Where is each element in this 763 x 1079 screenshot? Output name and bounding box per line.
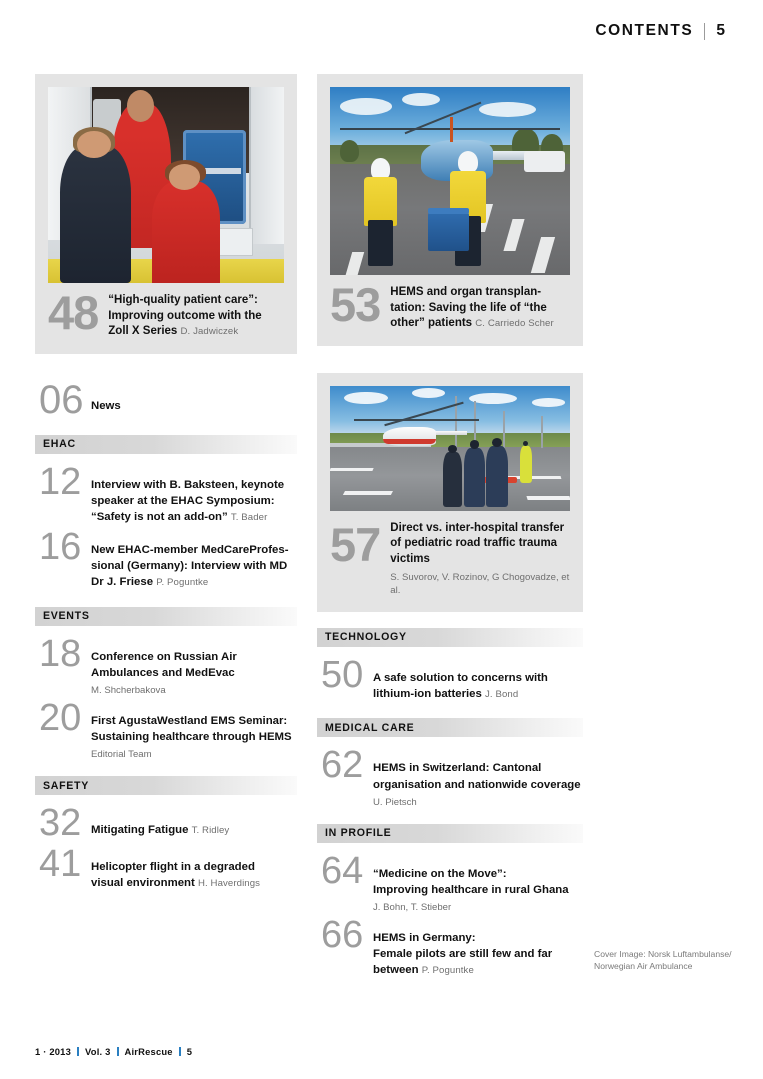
entry-18-page-number: 18 (39, 632, 82, 675)
entry-64[interactable] (317, 849, 583, 914)
entry-50-author: J. Bond (485, 689, 519, 701)
entry-32-title (91, 822, 297, 838)
feature-48-title-line-3: Zoll X Series (108, 325, 178, 338)
footer-divider-3 (179, 1047, 181, 1056)
feature-53[interactable] (317, 74, 583, 346)
entry-20-page-number: 20 (39, 697, 82, 740)
footer-issue: 1 · 2013 (35, 1046, 72, 1057)
entry-18-line-1: Conference on Russian Air (91, 650, 237, 663)
section-label-in-profile: IN PROFILE (325, 827, 392, 840)
feature-48[interactable] (35, 74, 297, 354)
entry-66-title (373, 930, 583, 979)
highway-rescue-stretcher-photo (330, 386, 570, 511)
entry-66-line-3: between (373, 964, 419, 977)
entry-41-title (91, 859, 297, 891)
feature-57[interactable] (317, 373, 583, 612)
feature-53-title-line-1: HEMS and organ transplan- (390, 286, 542, 298)
header-page-number: 5 (716, 22, 725, 39)
entry-62-page-number: 62 (321, 744, 364, 787)
organ-transport-helicopter-photo (330, 87, 570, 275)
entry-50-line-1: A safe solution to concerns with (373, 671, 548, 684)
entry-16-line-3: Dr J. Friese (91, 576, 154, 589)
entry-64-author: J. Bohn, T. Stieber (373, 902, 452, 914)
entry-16-author: P. Poguntke (156, 577, 209, 589)
entry-41-line-2: visual environment (91, 876, 195, 889)
cover-image-credit (594, 948, 759, 973)
paramedics-in-ambulance-photo (48, 87, 284, 283)
feature-53-caption (330, 275, 570, 346)
feature-57-title-line-1: Direct vs. inter-hospital transfer (390, 521, 565, 534)
section-bar-technology (317, 628, 583, 647)
section-bar-in-profile (317, 824, 583, 843)
entry-20-author: Editorial Team (91, 749, 152, 761)
feature-57-title (390, 517, 570, 598)
entry-20-title (91, 713, 297, 745)
entry-18-title (91, 649, 297, 681)
entry-16-line-1: New EHAC-member MedCareProfes- (91, 544, 289, 557)
section-bar-safety (35, 776, 297, 795)
entry-12-line-1: Interview with B. Baksteen, keynote (91, 478, 285, 491)
entry-12-page-number: 12 (39, 460, 82, 503)
entry-66[interactable] (317, 914, 583, 979)
entry-41[interactable] (35, 842, 297, 891)
entry-news-page-number: 06 (39, 377, 84, 422)
feature-48-title (108, 289, 261, 340)
entry-64-title (373, 866, 583, 898)
feature-57-caption (330, 511, 570, 612)
page-title: CONTENTS (595, 22, 694, 39)
entry-62[interactable] (317, 744, 583, 808)
entry-66-author: P. Poguntke (421, 965, 474, 977)
entry-32-author: T. Ridley (191, 825, 230, 837)
entry-12-line-2: speaker at the EHAC Symposium: (91, 494, 275, 507)
feature-48-caption (48, 283, 284, 354)
entry-64-page-number: 64 (321, 849, 364, 892)
entry-12-title (91, 477, 297, 526)
entry-12-line-3: “Safety is not an add-on” (91, 510, 228, 523)
feature-57-title-line-2: of pediatric road traffic trauma (390, 537, 558, 550)
entry-50-page-number: 50 (321, 653, 364, 696)
entry-32-page-number: 32 (39, 802, 82, 845)
entry-16-title (91, 542, 297, 591)
feature-57-title-line-3: victims (390, 552, 430, 565)
footer-page-number: 5 (186, 1046, 193, 1057)
feature-53-author: C. Carriedo Scher (475, 318, 554, 330)
feature-57-author: S. Suvorov, V. Rozinov, G Chogovadze, et al. (390, 572, 570, 597)
section-bar-medical-care (317, 718, 583, 737)
feature-53-page-number: 53 (330, 278, 381, 331)
feature-48-author: D. Jadwiczek (180, 326, 239, 338)
entry-20-line-1: First AgustaWestland EMS Seminar: (91, 715, 288, 728)
section-bar-events (35, 607, 297, 626)
page-header (595, 22, 725, 40)
entry-16[interactable] (35, 526, 297, 591)
page-footer (35, 1046, 192, 1057)
section-label-ehac: EHAC (43, 438, 76, 451)
entry-20[interactable] (35, 697, 297, 761)
entry-66-page-number: 66 (321, 914, 364, 957)
entry-20-line-2: Sustaining healthcare through HEMS (91, 731, 292, 744)
feature-48-title-line-2: Improving outcome with the (108, 309, 262, 322)
entry-16-line-2: sional (Germany): Interview with MD (91, 560, 288, 573)
header-divider (704, 23, 705, 40)
feature-48-page-number: 48 (48, 286, 99, 339)
entry-16-page-number: 16 (39, 526, 82, 569)
entry-18-line-2: Ambulances and MedEvac (91, 666, 235, 679)
entry-62-line-1: HEMS in Switzerland: Cantonal (373, 762, 542, 775)
entry-62-author: U. Pietsch (373, 796, 417, 808)
section-label-safety: SAFETY (43, 779, 89, 792)
entry-64-line-2: Improving healthcare in rural Ghana (373, 883, 569, 896)
footer-divider-1 (77, 1047, 79, 1056)
section-bar-ehac (35, 435, 297, 454)
section-label-events: EVENTS (43, 610, 90, 623)
section-label-medical-care: MEDICAL CARE (325, 721, 415, 734)
footer-divider-2 (117, 1047, 119, 1056)
entry-50-line-2: lithium-ion batteries (373, 688, 482, 701)
footer-volume: Vol. 3 (85, 1046, 111, 1057)
entry-41-page-number: 41 (39, 842, 82, 885)
left-column (35, 74, 297, 895)
entry-32-line-1: Mitigating Fatigue (91, 824, 189, 837)
section-label-technology: TECHNOLOGY (325, 631, 407, 644)
entry-41-line-1: Helicopter flight in a degraded (91, 860, 255, 873)
entry-12[interactable] (35, 460, 297, 526)
entry-62-line-2: organisation and nationwide coverage (373, 778, 581, 791)
feature-57-page-number: 57 (330, 517, 381, 571)
entry-66-line-2: Female pilots are still few and far (373, 948, 553, 961)
feature-48-title-line-1: “High-quality patient care”: (108, 294, 258, 306)
entry-18-author: M. Shcherbakova (91, 685, 166, 697)
feature-53-title (390, 281, 553, 332)
entry-12-author: T. Bader (230, 511, 268, 523)
entry-64-line-1: “Medicine on the Move”: (373, 867, 507, 880)
cover-credit-line-2: Norwegian Air Ambulance (594, 961, 693, 972)
entry-news[interactable] (35, 377, 297, 422)
footer-publication: AirRescue (124, 1046, 173, 1057)
entry-50[interactable] (317, 653, 583, 702)
entry-news-title: News (91, 399, 121, 412)
entry-62-title (373, 760, 583, 792)
entry-50-title (373, 670, 583, 702)
feature-53-title-line-2: tation: Saving the life of “the (390, 301, 547, 314)
feature-53-title-line-3: other” patients (390, 317, 473, 330)
cover-credit-line-1: Cover Image: Norsk Luftambulanse/ (594, 949, 732, 959)
entry-32[interactable] (35, 802, 297, 845)
right-column (317, 74, 583, 983)
entry-41-author: H. Haverdings (197, 877, 261, 889)
entry-18[interactable] (35, 632, 297, 697)
entry-66-line-1: HEMS in Germany: (373, 932, 476, 945)
